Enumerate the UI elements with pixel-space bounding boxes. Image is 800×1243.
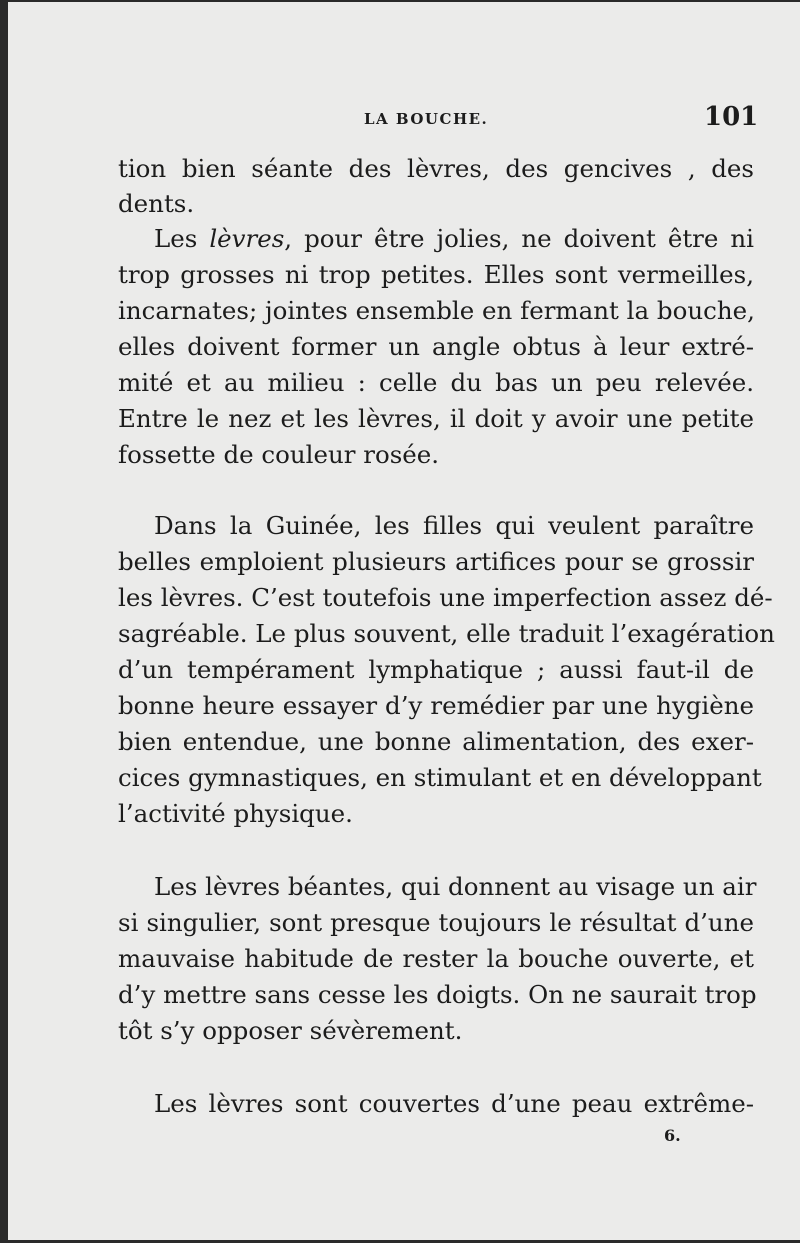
text-line: si singulier, sont presque toujours le résultat d’une xyxy=(118,908,754,937)
text-line: trop grosses ni trop petites. Elles sont vermeilles, xyxy=(118,260,754,289)
signature-mark: 6. xyxy=(664,1126,681,1145)
text-line: d’y mettre sans cesse les doigts. On ne saurait trop xyxy=(118,980,757,1009)
italic-word: lèvres xyxy=(209,224,285,253)
text-line: bonne heure essayer d’y remédier par une hygiène xyxy=(118,691,754,720)
text-line: les lèvres. C’est toutefois une imperfection assez dé- xyxy=(118,583,773,612)
text-line: bien entendue, une bonne alimentation, des exer- xyxy=(118,727,754,756)
text-line: cices gymnastiques, en stimulant et en développant xyxy=(118,763,762,792)
text-line: Les lèvres sont couvertes d’une peau extrême- xyxy=(154,1089,754,1118)
running-head xyxy=(8,102,800,142)
text-line: belles emploient plusieurs artifices pour se grossir xyxy=(118,547,754,576)
line-suffix: , pour être jolies, ne doivent être ni xyxy=(284,224,754,253)
text-line: l’activité physique. xyxy=(118,799,353,828)
text-line: mité et au milieu : celle du bas un peu relevée. xyxy=(118,368,754,397)
text-line: Dans la Guinée, les filles qui veulent paraître xyxy=(154,511,754,540)
page-number: 101 xyxy=(704,102,759,132)
text-line: fossette de couleur rosée. xyxy=(118,440,440,469)
text-line: tôt s’y opposer sévèrement. xyxy=(118,1016,463,1045)
book-page xyxy=(8,2,800,1240)
text-line: mauvaise habitude de rester la bouche ouverte, et xyxy=(118,944,754,973)
text-line: incarnates; jointes ensemble en fermant la bouche, xyxy=(118,296,755,325)
running-title: LA BOUCHE. xyxy=(364,110,489,128)
text-line: d’un tempérament lymphatique ; aussi faut-il de xyxy=(118,655,754,684)
text-line: Les lèvres béantes, qui donnent au visage un air xyxy=(154,872,757,901)
text-line: tion bien séante des lèvres, des gencives , des xyxy=(118,154,754,183)
text-line-italic xyxy=(154,224,754,254)
line-prefix: Les xyxy=(154,224,210,253)
text-line: elles doivent former un angle obtus à leur extré- xyxy=(118,332,754,361)
text-line: Entre le nez et les lèvres, il doit y avoir une petite xyxy=(118,404,754,433)
text-line: dents. xyxy=(118,189,195,218)
text-line: sagréable. Le plus souvent, elle traduit l’exagération xyxy=(118,619,775,648)
